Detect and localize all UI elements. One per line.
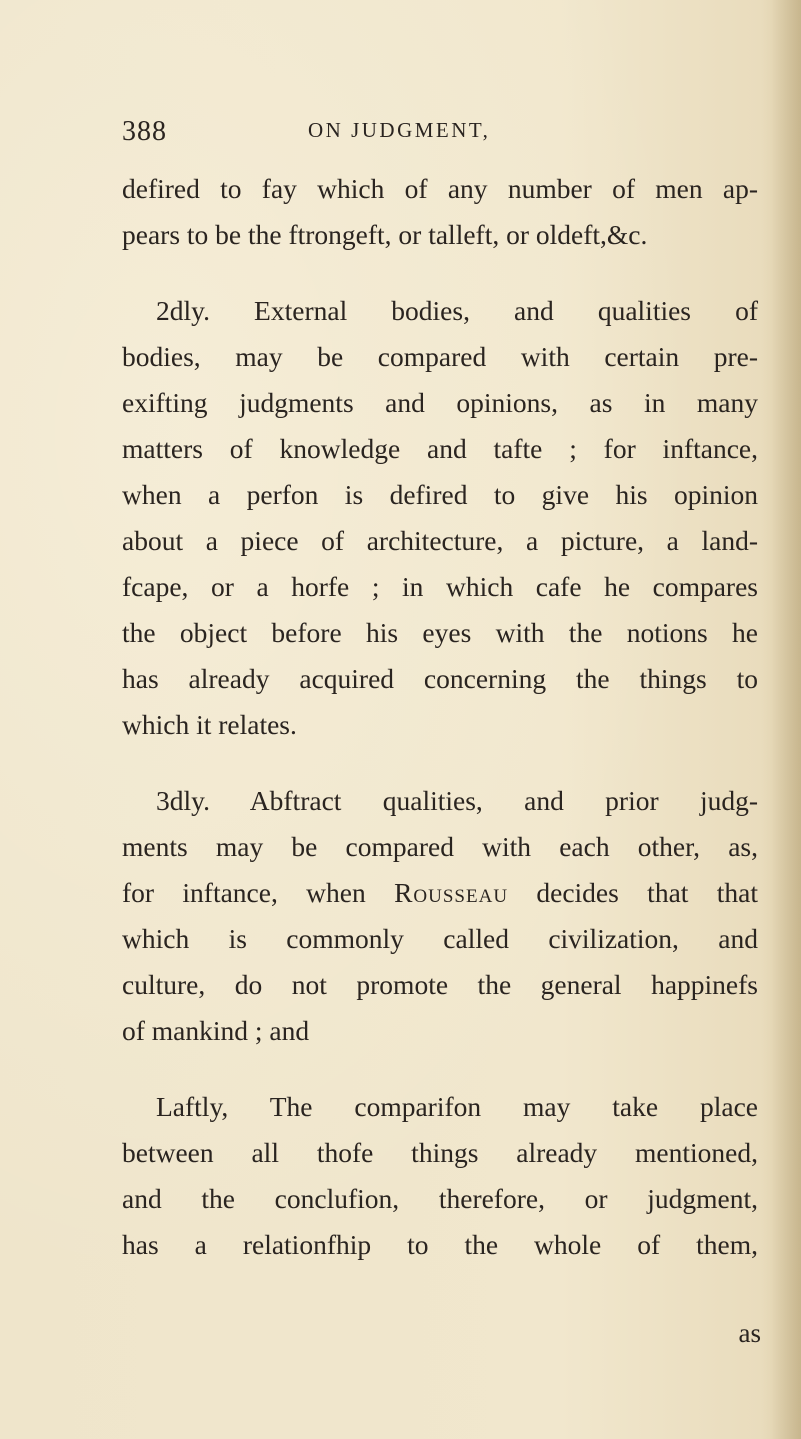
text-line: the object before his eyes with the notions he	[122, 617, 758, 648]
paragraph	[122, 778, 758, 1054]
text-line: 2dly. External bodies, and qualities of	[156, 295, 758, 326]
text-line: 3dly. Abftract qualities, and prior judg-	[156, 785, 758, 816]
text-line: which it relates.	[122, 709, 297, 740]
body-text	[122, 166, 758, 1268]
text-line: of mankind ; and	[122, 1015, 310, 1046]
text-line: defired to fay which of any number of men ap-	[122, 173, 758, 204]
catchword: as	[738, 1318, 761, 1348]
text-line: for inftance, when Rousseau decides that that	[122, 877, 758, 908]
text-line: ments may be compared with each other, as,	[122, 831, 758, 862]
page-number: 388	[122, 116, 167, 147]
text-line: Laftly, The comparifon may take place	[156, 1091, 758, 1122]
page-edge-shadow	[771, 0, 801, 1439]
text-line: has already acquired concerning the things to	[122, 663, 758, 694]
text-line: and the conclufion, therefore, or judgment,	[122, 1183, 758, 1214]
text-line: exifting judgments and opinions, as in many	[122, 387, 758, 418]
text-line: about a piece of architecture, a picture, a land-	[122, 525, 758, 556]
text-line: fcape, or a horfe ; in which cafe he compares	[122, 571, 758, 602]
paragraph	[122, 1084, 758, 1268]
text-line: culture, do not promote the general happinefs	[122, 969, 758, 1000]
text-line: between all thofe things already mentioned,	[122, 1137, 758, 1168]
text-line: matters of knowledge and tafte ; for inftance,	[122, 433, 758, 464]
running-title: ON JUDGMENT,	[308, 118, 491, 142]
text-line: bodies, may be compared with certain pre-	[122, 341, 758, 372]
paragraph	[122, 288, 758, 748]
text-line: pears to be the ftrongeft, or talleft, or oldeft,&c.	[122, 219, 648, 250]
paragraph	[122, 166, 758, 258]
text-line: which is commonly called civilization, and	[122, 923, 758, 954]
running-head	[120, 116, 760, 156]
author-name: Rousseau	[394, 877, 509, 908]
text-line: when a perfon is defired to give his opinion	[122, 479, 758, 510]
text-line: has a relationfhip to the whole of them,	[122, 1229, 758, 1260]
